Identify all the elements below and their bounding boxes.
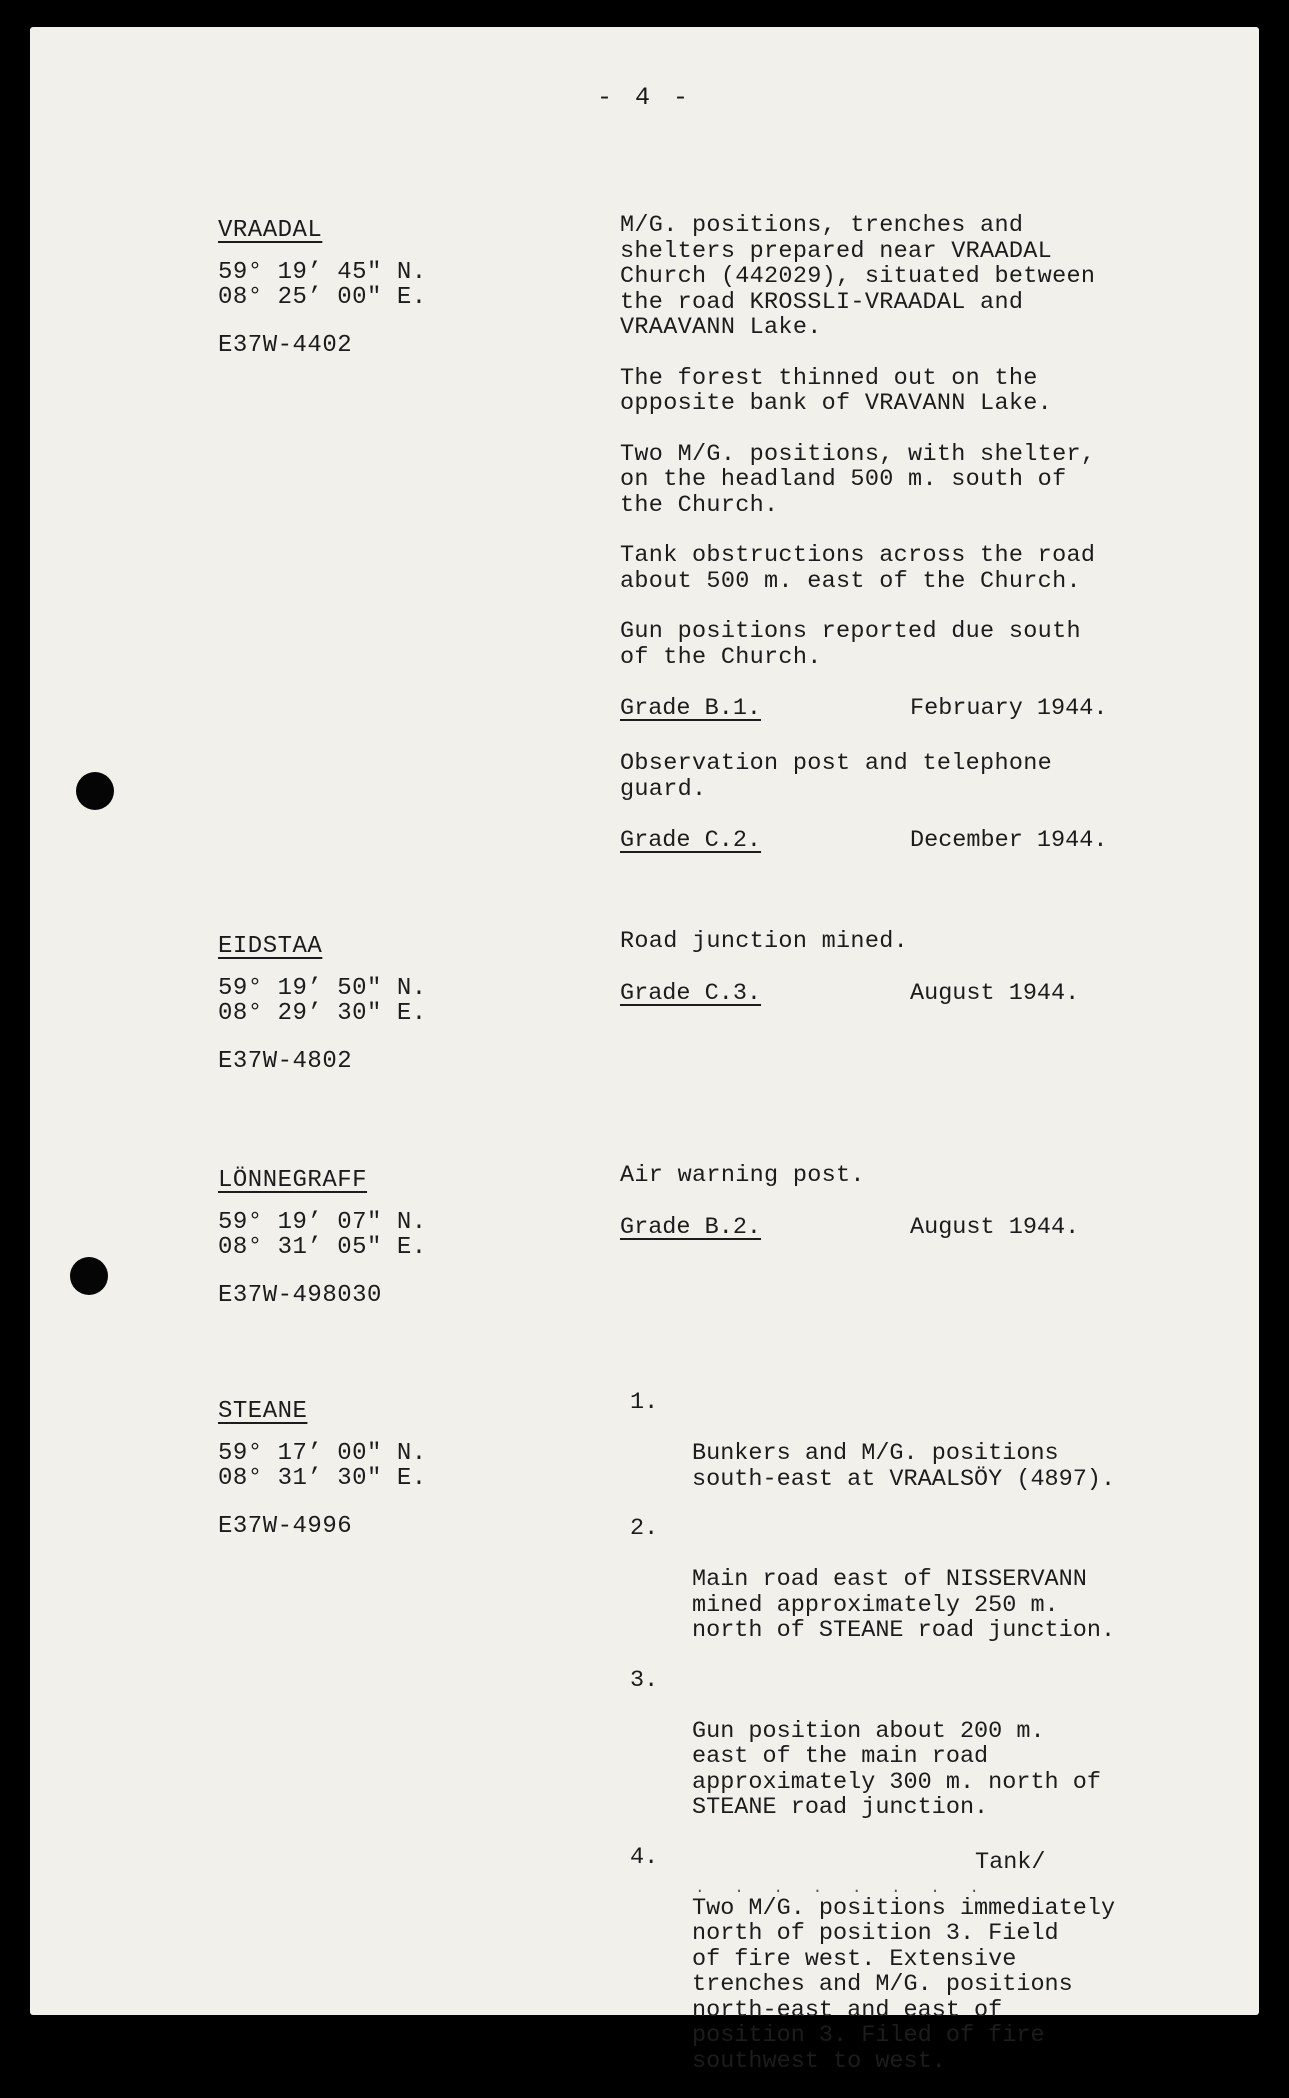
grade: Grade B.1. [620,695,762,722]
item-number: 3. [630,1666,659,1694]
report-date: August 1944. [910,1213,1080,1241]
page-number: - 4 - [596,83,692,112]
grade: Grade C.2. [620,827,762,854]
map-reference: E37W-4802 [218,1048,353,1075]
continuation-word: Tank/ [975,1849,1046,1876]
numbered-item [630,1516,1190,1644]
item-number: 1. [630,1389,659,1416]
grade-row [620,695,1180,725]
item-number: 2. [630,1515,659,1542]
numbered-item [630,1390,1190,1492]
place-name: LÖNNEGRAFF [218,1167,368,1194]
item-number: 4. [630,1843,659,1871]
map-reference: E37W-498030 [218,1282,382,1309]
map-reference: E37W-4402 [218,332,353,359]
report-paragraph: Air warning post. [620,1162,865,1189]
grade: Grade B.2. [620,1213,762,1241]
report-paragraph: The forest thinned out on the opposite bank of VRAVANN Lake. [620,364,1053,417]
item-text: Two M/G. positions immediately north of position 3. Field of fire west. Extensive trenches and M/G. positions north-east and east of position 3. Filed of fire southwest to west. [692,1894,1116,2075]
punch-hole [76,772,114,810]
item-text: Main road east of NISSERVANN mined approximately 250 m. north of STEANE road junction. [692,1566,1116,1644]
latitude: 59° 17’ 00" N. [218,1440,427,1467]
place-name: EIDSTAA [218,933,323,960]
longitude: 08° 29’ 30" E. [218,1000,427,1027]
report-paragraph: M/G. positions, trenches and shelters prepared near VRAADAL Church (442029), situated between the road KROSSLI-VRAADAL and VRAAVANN Lake. [620,212,1096,341]
report-paragraph: Gun positions reported due south of the Church. [620,618,1081,671]
item-text: Bunkers and M/G. positions south-east at VRAALSÖY (4897). [692,1440,1116,1493]
grade-row [620,827,1180,857]
report-date: December 1944. [910,827,1108,854]
report-paragraph: Observation post and telephone guard. [620,750,1053,803]
item-text: Gun position about 200 m. east of the main road approximately 300 m. north of STEANE road junction. [692,1717,1101,1821]
report-date: February 1944. [910,695,1108,722]
trailing-dots: . . . . . . . . [695,1879,990,1897]
punch-hole [70,1257,108,1295]
longitude: 08° 25’ 00" E. [218,284,427,311]
place-name: VRAADAL [218,217,323,244]
grade-row [620,1214,1180,1244]
longitude: 08° 31’ 30" E. [218,1465,427,1492]
report-date: August 1944. [910,979,1080,1007]
grade-row [620,980,1180,1010]
latitude: 59° 19’ 07" N. [218,1209,427,1236]
report-paragraph: Two M/G. positions, with shelter, on the headland 500 m. south of the Church. [620,440,1096,519]
latitude: 59° 19’ 45" N. [218,259,427,286]
map-reference: E37W-4996 [218,1513,353,1540]
report-paragraph: Road junction mined. [620,928,909,955]
document-page [30,27,1259,2075]
longitude: 08° 31’ 05" E. [218,1234,427,1261]
latitude: 59° 19’ 50" N. [218,975,427,1002]
numbered-item [630,1668,1190,1821]
place-name: STEANE [218,1398,308,1425]
grade: Grade C.3. [620,979,762,1007]
report-paragraph: Tank obstructions across the road about 500 m. east of the Church. [620,542,1096,595]
